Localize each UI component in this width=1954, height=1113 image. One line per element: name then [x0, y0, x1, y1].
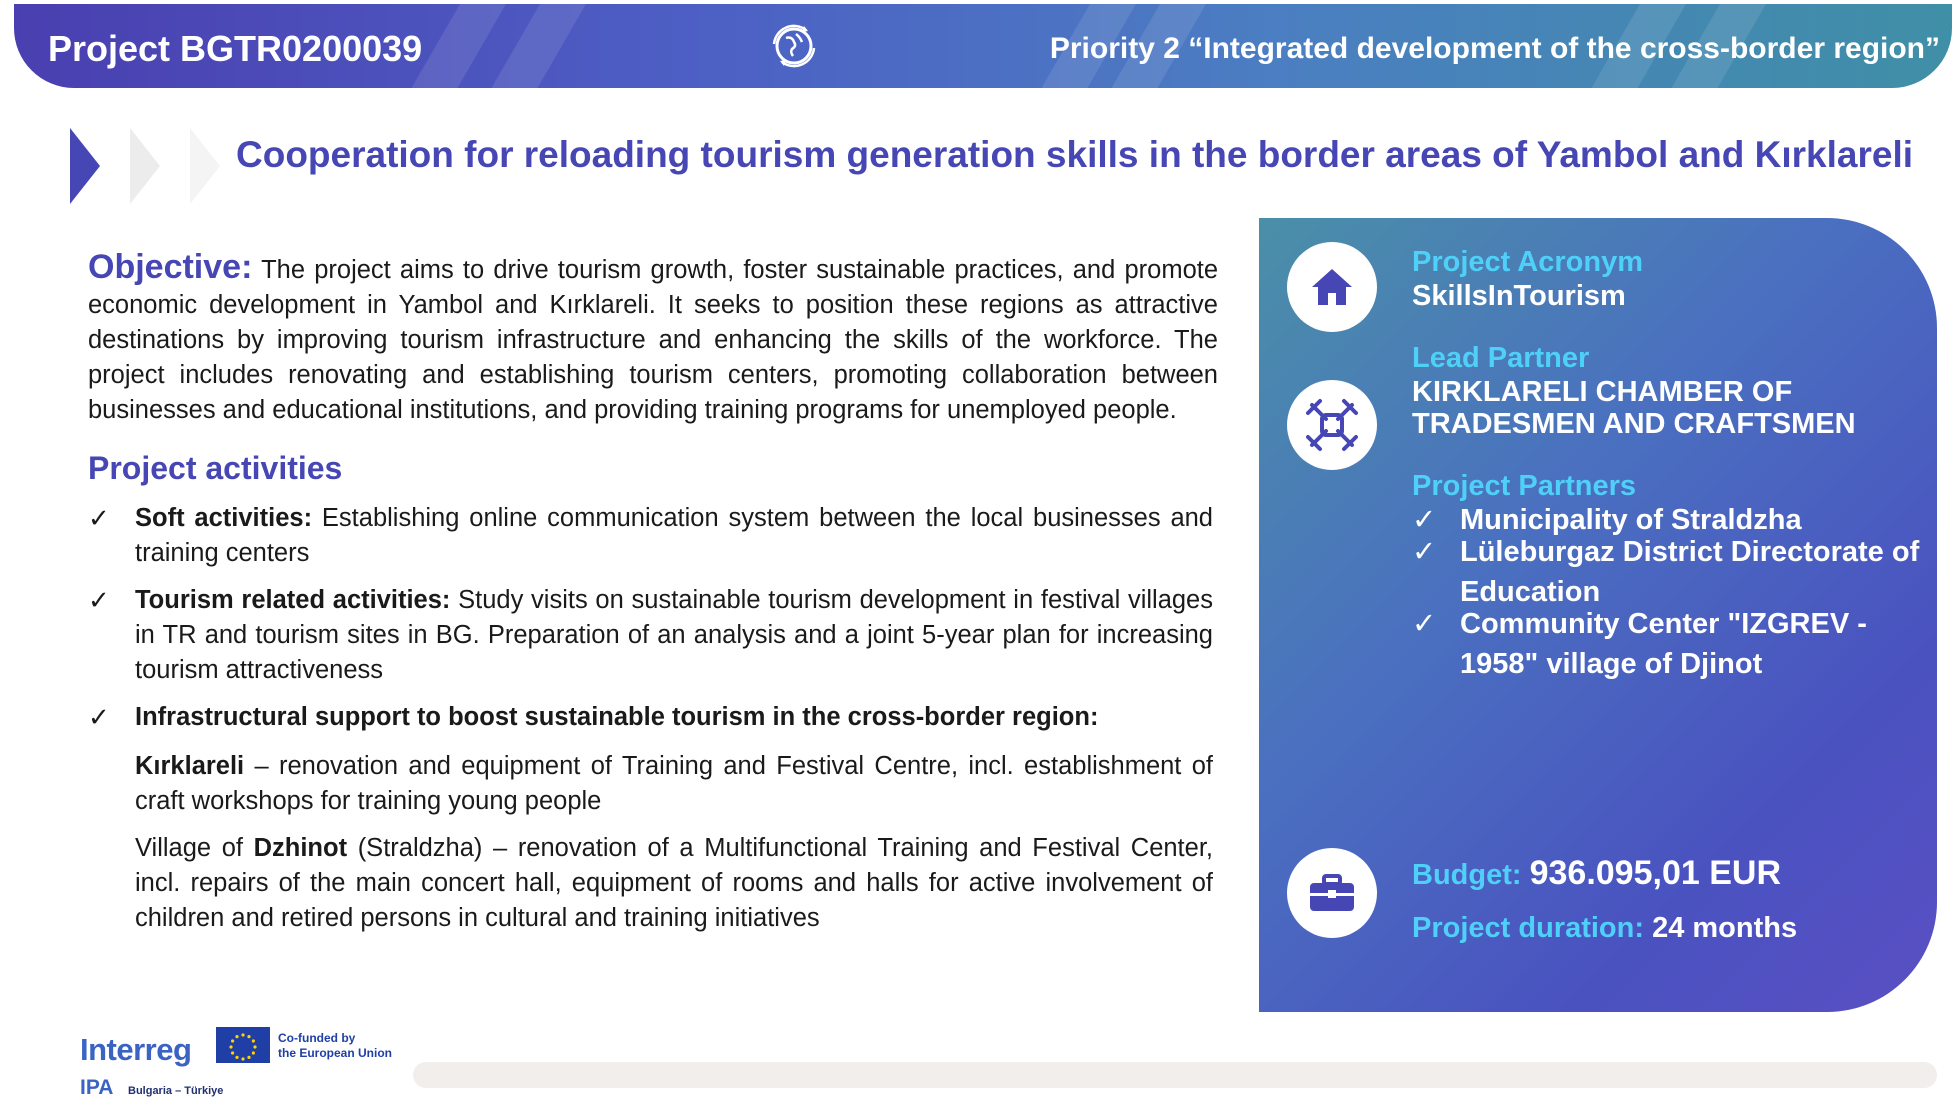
- sub-activity-place: Dzhinot: [253, 834, 348, 862]
- list-item: [1412, 604, 1932, 684]
- duration-label: Project duration:: [1412, 912, 1645, 944]
- checkmark-icon: ✓: [1412, 504, 1437, 536]
- acronym-value: SkillsInTourism: [1412, 280, 1626, 312]
- eu-cofunded-text: [278, 1031, 392, 1061]
- project-info-panel: [1259, 218, 1937, 1012]
- project-code: Project BGTR0200039: [48, 28, 423, 69]
- house-icon: [1310, 267, 1354, 307]
- interreg-logo: Interreg: [80, 1032, 192, 1067]
- activity-label: Tourism related activities:: [135, 586, 451, 614]
- house-icon-circle: [1287, 242, 1377, 332]
- sub-activity-dzhinot: [88, 831, 1213, 936]
- duration: [1412, 912, 1797, 945]
- budget-label: Budget:: [1412, 859, 1522, 891]
- list-item: [88, 501, 1213, 571]
- partner-name: Lüleburgaz District Directorate of Education: [1460, 536, 1920, 608]
- list-item: [88, 583, 1213, 688]
- sub-activity-kirklareli: [88, 749, 1213, 819]
- chevron-arrows-icon: [68, 126, 228, 206]
- eu-text-line2: the European Union: [278, 1046, 392, 1060]
- list-item: [88, 700, 1213, 735]
- activity-text: Study visits on sustainable tourism development in festival villages in TR and tourism sites in BG. Preparation of an analysis and a joint 5-year plan for increasing tourism attractiveness: [135, 586, 1213, 684]
- sub-activity-prefix: Village of: [135, 834, 254, 862]
- globe-icon: [766, 18, 822, 74]
- program-region: Bulgaria – Türkiye: [128, 1085, 224, 1097]
- list-item: [1412, 532, 1932, 612]
- briefcase-icon-circle: [1287, 848, 1377, 938]
- partners-label: Project Partners: [1412, 470, 1637, 502]
- page-title: Cooperation for reloading tourism generation skills in the border areas of Yambol and Kırklareli: [236, 134, 1914, 175]
- objective-paragraph: [88, 250, 1218, 428]
- lead-partner-label: Lead Partner: [1412, 342, 1590, 374]
- partner-name: Community Center "IZGREV - 1958" village of Djinot: [1460, 608, 1867, 680]
- priority-title: Priority 2 “Integrated development of the cross-border region”: [1049, 32, 1940, 65]
- activities-list: [88, 501, 1218, 735]
- activity-label: Infrastructural support to boost sustainable tourism in the cross-border region:: [135, 703, 1099, 731]
- duration-value: 24 months: [1652, 912, 1798, 944]
- lead-partner-line1: KIRKLARELI CHAMBER OF: [1412, 376, 1793, 408]
- sub-activity-text: – renovation and equipment of Training and Festival Centre, incl. establishment of craft workshops for training young people: [135, 752, 1213, 815]
- checkmark-icon: ✓: [88, 702, 110, 732]
- sub-activity-text: (Straldzha) – renovation of a Multifunctional Training and Festival Center, incl. repairs of the main concert hall, equipment of rooms and halls for active involvement of children and retired persons in cultural and training initiatives: [135, 834, 1213, 932]
- header-banner: [14, 4, 1952, 88]
- partners-list: [1412, 500, 1932, 684]
- partner-name: Municipality of Straldzha: [1460, 504, 1802, 536]
- eu-flag-icon: [216, 1027, 270, 1063]
- activities-heading: Project activities: [88, 450, 343, 486]
- partnership-icon: [1302, 395, 1362, 455]
- budget-value: 936.095,01 EUR: [1529, 854, 1781, 892]
- objective-text: The project aims to drive tourism growth, foster sustainable practices, and promote economic development in Yambol and Kırklareli. It seeks to position these regions as attractive destinations by improving tourism infrastructure and enhancing the skills of the workforce. The project includes renovating and establishing tourism centers, promoting collaboration between businesses and educational institutions, and providing training programs for unemployed people.: [88, 256, 1219, 424]
- budget: [1412, 854, 1781, 893]
- partnership-icon-circle: [1287, 380, 1377, 470]
- activity-label: Soft activities:: [135, 504, 313, 532]
- ipa-logo: IPA: [80, 1076, 114, 1099]
- checkmark-icon: ✓: [1412, 536, 1437, 568]
- main-content: [88, 250, 1218, 936]
- lead-partner-line2: TRADESMEN AND CRAFTSMEN: [1412, 408, 1856, 440]
- sub-activity-place: Kırklareli: [135, 752, 245, 780]
- briefcase-icon: [1308, 873, 1356, 913]
- checkmark-icon: ✓: [1412, 608, 1437, 640]
- eu-text-line1: Co-funded by: [278, 1031, 356, 1045]
- acronym-label: Project Acronym: [1412, 246, 1643, 278]
- checkmark-icon: ✓: [88, 503, 110, 533]
- checkmark-icon: ✓: [88, 585, 110, 615]
- footer-bar: [413, 1062, 1937, 1088]
- activity-text: Establishing online communication system between the local businesses and training centers: [135, 504, 1213, 567]
- objective-label: Objective:: [88, 248, 253, 286]
